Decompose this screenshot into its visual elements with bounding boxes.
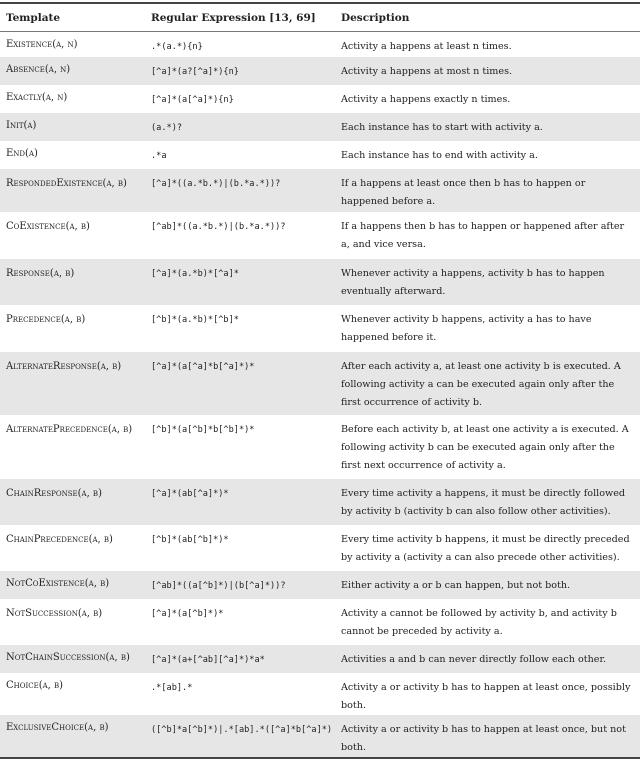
cell-description: Either activity a or b can happen, but not both. — [335, 571, 640, 599]
cell-template: End(a) — [0, 141, 145, 169]
cell-regex: ([^b]*a[^b]*)|.*[ab].*([^a]*b[^a]*) — [145, 715, 335, 758]
cell-regex: [^ab]*((a.*b.*)|(b.*a.*))? — [145, 212, 335, 259]
table-row — [0, 141, 640, 169]
cell-template: Exactly(a, n) — [0, 85, 145, 113]
cell-regex: [^a]*(a[^a]*){n} — [145, 85, 335, 113]
table-row — [0, 57, 640, 85]
cell-description: Whenever activity b happens, activity a has to have happened before it. — [335, 305, 640, 352]
cell-description: Activity a cannot be followed by activity b, and activity b cannot be preceded by activity a. — [335, 599, 640, 645]
cell-description: Every time activity a happens, it must be directly followed by activity b (activity b can also follow other activities). — [335, 479, 640, 525]
cell-regex: [^a]*(a?[^a]*){n} — [145, 57, 335, 85]
cell-description: Before each activity b, at least one activity a is executed. A following activity b can be executed again only after the first next occurrence of activity a. — [335, 415, 640, 479]
cell-template: NotChainSuccession(a, b) — [0, 645, 145, 673]
cell-description: Activity a or activity b has to happen at least once, but not both. — [335, 715, 640, 758]
table-row — [0, 525, 640, 571]
cell-regex: [^b]*(ab[^b]*)* — [145, 525, 335, 571]
cell-description: Activity a happens exactly n times. — [335, 85, 640, 113]
header-template: Template — [0, 3, 145, 32]
header-row — [0, 3, 640, 32]
table-row — [0, 169, 640, 212]
header-regex: Regular Expression [13, 69] — [145, 3, 335, 32]
cell-template: NotSuccession(a, b) — [0, 599, 145, 645]
cell-regex: [^a]*((a.*b.*)|(b.*a.*))? — [145, 169, 335, 212]
header-description: Description — [335, 3, 640, 32]
cell-regex: .*a — [145, 141, 335, 169]
cell-template: NotCoExistence(a, b) — [0, 571, 145, 599]
table-row — [0, 645, 640, 673]
cell-template: ExclusiveChoice(a, b) — [0, 715, 145, 758]
cell-template: Precedence(a, b) — [0, 305, 145, 352]
table-row — [0, 32, 640, 57]
cell-template: AlternateResponse(a, b) — [0, 352, 145, 415]
cell-description: If a happens at least once then b has to happen or happened before a. — [335, 169, 640, 212]
cell-template: ChainPrecedence(a, b) — [0, 525, 145, 571]
table-row — [0, 259, 640, 305]
cell-description: If a happens then b has to happen or happened after after a, and vice versa. — [335, 212, 640, 259]
cell-template: Existence(a, n) — [0, 32, 145, 57]
table-row — [0, 305, 640, 352]
table-row — [0, 673, 640, 715]
cell-template: ChainResponse(a, b) — [0, 479, 145, 525]
table-row — [0, 415, 640, 479]
cell-description: After each activity a, at least one activity b is executed. A following activity a can be executed again only after the first occurrence of activity b. — [335, 352, 640, 415]
cell-description: Activities a and b can never directly follow each other. — [335, 645, 640, 673]
cell-template: Init(a) — [0, 113, 145, 141]
table-row — [0, 212, 640, 259]
cell-description: Whenever activity a happens, activity b has to happen eventually afterward. — [335, 259, 640, 305]
cell-description: Activity a happens at most n times. — [335, 57, 640, 85]
cell-regex: [^b]*(a.*b)*[^b]* — [145, 305, 335, 352]
cell-regex: [^b]*(a[^b]*b[^b]*)* — [145, 415, 335, 479]
table-row — [0, 571, 640, 599]
cell-template: CoExistence(a, b) — [0, 212, 145, 259]
cell-description: Activity a or activity b has to happen at least once, possibly both. — [335, 673, 640, 715]
cell-regex: [^a]*(a.*b)*[^a]* — [145, 259, 335, 305]
cell-description: Every time activity b happens, it must be directly preceded by activity a (activity a can also precede other activities). — [335, 525, 640, 571]
cell-regex: [^a]*(a[^b]*)* — [145, 599, 335, 645]
table-row — [0, 113, 640, 141]
table-row — [0, 479, 640, 525]
cell-regex: .*(a.*){n} — [145, 32, 335, 57]
cell-template: AlternatePrecedence(a, b) — [0, 415, 145, 479]
cell-regex: [^a]*(a[^a]*b[^a]*)* — [145, 352, 335, 415]
table-row — [0, 85, 640, 113]
table-row — [0, 352, 640, 415]
cell-regex: [^a]*(a+[^ab][^a]*)*a* — [145, 645, 335, 673]
cell-regex: .*[ab].* — [145, 673, 335, 715]
cell-template: Absence(a, n) — [0, 57, 145, 85]
cell-regex: (a.*)? — [145, 113, 335, 141]
cell-description: Each instance has to end with activity a. — [335, 141, 640, 169]
cell-regex: [^a]*(ab[^a]*)* — [145, 479, 335, 525]
cell-template: RespondedExistence(a, b) — [0, 169, 145, 212]
table-row — [0, 599, 640, 645]
cell-template: Response(a, b) — [0, 259, 145, 305]
cell-regex: [^ab]*((a[^b]*)|(b[^a]*))? — [145, 571, 335, 599]
cell-template: Choice(a, b) — [0, 673, 145, 715]
table-row — [0, 715, 640, 758]
cell-description: Each instance has to start with activity a. — [335, 113, 640, 141]
constraint-templates-table — [0, 2, 640, 759]
cell-description: Activity a happens at least n times. — [335, 32, 640, 57]
